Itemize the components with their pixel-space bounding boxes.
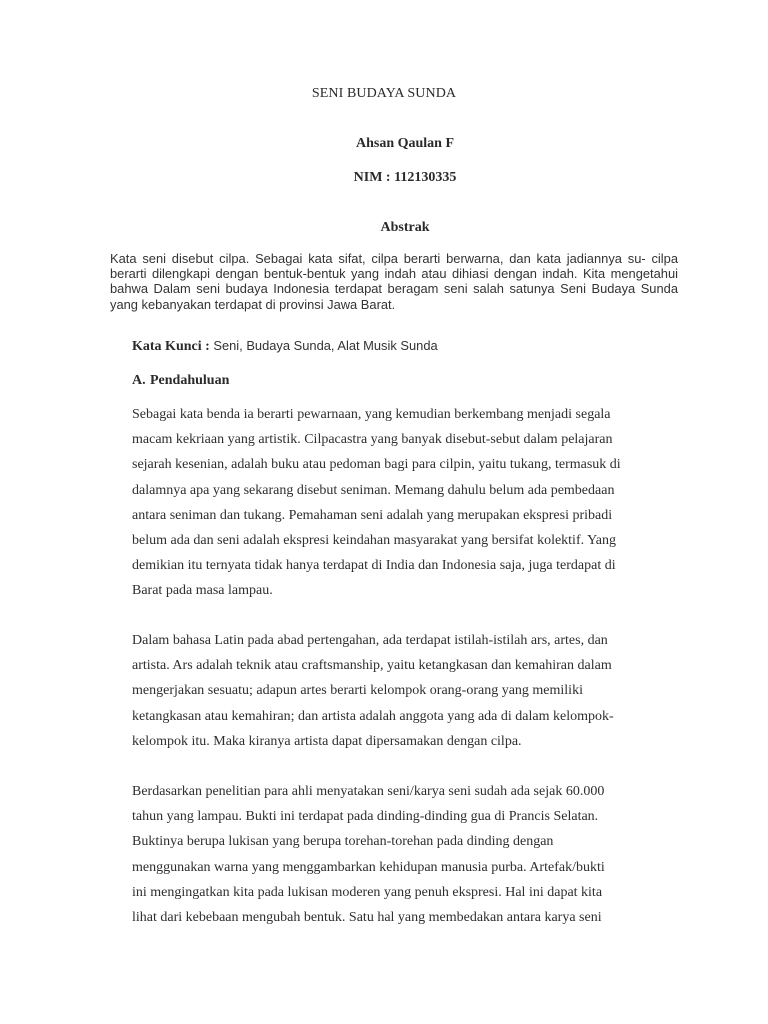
paragraph-line: Barat pada masa lampau. xyxy=(132,583,273,599)
author-name: Ahsan Qaulan F xyxy=(355,136,455,151)
paragraph-line: kelompok itu. Maka kiranya artista dapat dipersamakan dengan cilpa. xyxy=(132,733,522,749)
abstract-line: Seni Budaya Sunda yang kebanyakan terdapat di provinsi Jawa Barat. xyxy=(110,281,678,312)
paragraph-line: ketangkasan atau kemahiran; dan artista adalah anggota yang ada di dalam kelompok- xyxy=(132,708,614,724)
abstract-line: cilpa berarti dilengkapi dengan bentuk-bentuk yang indah atau dihiasi dengan indah. Kita xyxy=(110,251,678,282)
keywords xyxy=(132,338,438,355)
body-paragraph xyxy=(132,402,672,604)
paragraph-line: menggunakan warna yang menggambarkan kehidupan manusia purba. Artefak/bukti xyxy=(132,859,605,875)
paragraph-line: mengerjakan sesuatu; adapun artes berarti kelompok orang-orang yang memiliki xyxy=(132,683,583,699)
paragraph-line: demikian itu ternyata tidak hanya terdapat di India dan Indonesia saja, juga terdapat di xyxy=(132,558,616,574)
paragraph-line: ini mengingatkan kita pada lukisan moderen yang penuh ekspresi. Hal ini dapat kita xyxy=(132,884,603,900)
paragraph-line: Buktinya berupa lukisan yang berupa torehan-torehan pada dinding dengan xyxy=(132,834,554,850)
paragraph-line: macam kekriaan yang artistik. Cilpacastra yang banyak disebut-sebut dalam pelajaran xyxy=(132,432,613,448)
abstract-line: mengetahui bahwa Dalam seni budaya Indonesia terdapat beragam seni salah satunya xyxy=(110,266,678,297)
section-number: A. xyxy=(132,373,146,388)
paragraph-line: antara seniman dan tukang. Pemahaman seni adalah yang merupakan ekspresi pribadi xyxy=(132,507,613,523)
paragraph-line: lihat dari kebebaan mengubah bentuk. Satu hal yang membedakan antara karya seni xyxy=(132,910,602,926)
keywords-value: Seni, Budaya Sunda, Alat Musik Sunda xyxy=(209,338,438,353)
keywords-label: Kata Kunci : xyxy=(132,339,210,354)
abstract-body xyxy=(110,251,678,312)
abstract-line: Kata seni disebut cilpa. Sebagai kata sifat, cilpa berarti berwarna, dan kata jadiannya su- xyxy=(110,251,646,266)
paragraph-line: Sebagai kata benda ia berarti pewarnaan, yang kemudian berkembang menjadi segala xyxy=(132,407,611,422)
paragraph-line: sejarah kesenian, adalah buku atau pedoman bagi para cilpin, yaitu tukang, termasuk di xyxy=(132,457,621,473)
section-title: Pendahuluan xyxy=(150,373,230,388)
abstract-heading: Abstrak xyxy=(380,220,430,235)
paragraph-line: Berdasarkan penelitian para ahli menyatakan seni/karya seni sudah ada sejak 60.000 xyxy=(132,784,605,799)
section-heading xyxy=(132,373,229,389)
paragraph-line: belum ada dan seni adalah ekspresi keindahan masyarakat yang bersifat kolektif. Yang xyxy=(132,533,617,549)
body-paragraph xyxy=(132,779,672,930)
paragraph-line: tahun yang lampau. Bukti ini terdapat pada dinding-dinding gua di Prancis Selatan. xyxy=(132,809,599,825)
document-title: SENI BUDAYA SUNDA xyxy=(311,86,457,101)
paragraph-line: artista. Ars adalah teknik atau craftsmanship, yaitu ketangkasan dan kemahiran dalam xyxy=(132,658,612,674)
student-id: NIM : 112130335 xyxy=(353,170,457,185)
body-paragraph xyxy=(132,628,672,754)
paragraph-line: dalamnya apa yang sekarang disebut seniman. Memang dahulu belum ada pembedaan xyxy=(132,482,615,498)
paragraph-line: Dalam bahasa Latin pada abad pertengahan, ada terdapat istilah-istilah ars, artes, dan xyxy=(132,633,608,648)
